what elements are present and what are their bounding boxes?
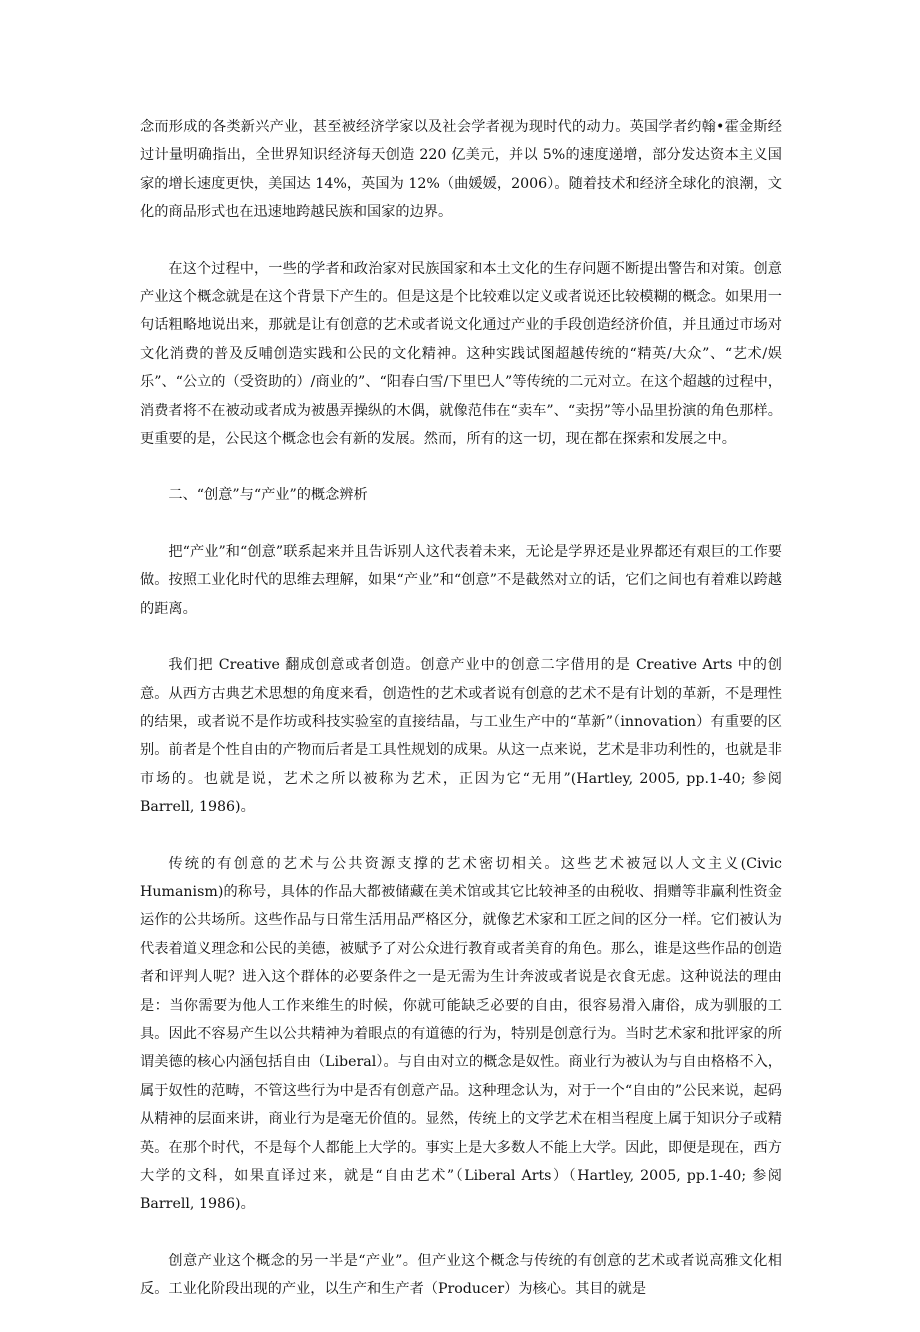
paragraph-civic-humanism: 传统的有创意的艺术与公共资源支撑的艺术密切相关。这些艺术被冠以人文主义(Civic Humanism)的称号，具体的作品大都被储藏在美术馆或其它比较神圣的由税收、捐赠等非赢利性资金运作的公共场所。这些作品与日常生活用品严格区分，就像艺术家和工匠之间的区分一样。它们被认为代表着道义理念和公民的美德，被赋予了对公众进行教育或者美育的角色。那么，谁是这些作品的创造者和评判人呢？进入这个群体的必要条件之一是无需为生计奔波或者说是衣食无虑。这种说法的理由是：当你需要为他人工作来维生的时候，你就可能缺乏必要的自由，很容易滑入庸俗，成为驯服的工具。因此不容易产生以公共精神为着眼点的有道德的行为，特别是创意行为。当时艺术家和批评家的所谓美德的核心内涵包括自由（Liberal）。与自由对立的概念是奴性。商业行为被认为与自由格格不入，属于奴性的范畴，不管这些行为中是否有创意产品。这种理念认为，对于一个“自由的”公民来说，起码从精神的层面来讲，商业行为是毫无价值的。显然，传统上的文学艺术在相当程度上属于知识分子或精英。在那个时代，不是每个人都能上大学的。事实上是大多数人不能上大学。因此，即便是现在，西方大学的文科，如果直译过来，就是“自由艺术”（Liberal Arts）（Hartley, 2005, pp.1-40; 参阅 Barrell, 1986)。 bbox=[140, 855, 782, 1213]
paragraph-continuation: 念而形成的各类新兴产业，甚至被经济学家以及社会学者视为现时代的动力。英国学者约翰•霍金斯经过计量明确指出，全世界知识经济每天创造 220 亿美元，并以 5%的速度递增，部分发达资本主义国家的增长速度更快，美国达 14%，英国为 12%（曲媛媛，2006）。随着技术和经济全球化的浪潮，文化的商品形式也在迅速地跨越民族和国家的边界。 bbox=[140, 119, 782, 221]
document-page bbox=[140, 113, 782, 1332]
paragraph-industry-concept: 创意产业这个概念的另一半是“产业”。但产业这个概念与传统的有创意的艺术或者说高雅文化相反。工业化阶段出现的产业，以生产和生产者（Producer）为核心。其目的就是 bbox=[140, 1252, 782, 1298]
paragraph-creative-arts: 我们把 Creative 翻成创意或者创造。创意产业中的创意二字借用的是 Creative Arts 中的创意。从西方古典艺术思想的角度来看，创造性的艺术或者说有创意的艺术不是有计划的革新，不是理性的结果，或者说不是作坊或科技实验室的直接结晶，与工业生产中的“革新”（innovation）有重要的区别。前者是个性自由的产物而后者是工具性规划的成果。从这一点来说，艺术是非功利性的，也就是非市场的。也就是说，艺术之所以被称为艺术，正因为它“无用”(Hartley, 2005, pp.1-40; 参阅 Barrell, 1986)。 bbox=[140, 657, 782, 816]
section-heading: 二、“创意”与“产业”的概念辨析 bbox=[168, 487, 368, 504]
paragraph-industry-creativity-link: 把“产业”和“创意”联系起来并且告诉别人这代表着未来，无论是学界还是业界都还有艰巨的工作要做。按照工业化时代的思维去理解，如果“产业”和“创意”不是截然对立的话，它们之间也有着难以跨越的距离。 bbox=[140, 543, 782, 617]
paragraph-creative-industry-background: 在这个过程中，一些的学者和政治家对民族国家和本土文化的生存问题不断提出警告和对策。创意产业这个概念就是在这个背景下产生的。但是这是个比较难以定义或者说还比较模糊的概念。如果用一句话粗略地说出来，那就是让有创意的艺术或者说文化通过产业的手段创造经济价值，并且通过市场对文化消费的普及反哺创造实践和公民的文化精神。这种实践试图超越传统的“精英/大众”、“艺术/娱乐”、“公立的（受资助的）/商业的”、“阳春白雪/下里巴人”等传统的二元对立。在这个超越的过程中，消费者将不在被动或者成为被愚弄操纵的木偶，就像范伟在“卖车”、“卖拐”等小品里扮演的角色那样。更重要的是，公民这个概念也会有新的发展。然而，所有的这一切，现在都在探索和发展之中。 bbox=[140, 260, 782, 448]
